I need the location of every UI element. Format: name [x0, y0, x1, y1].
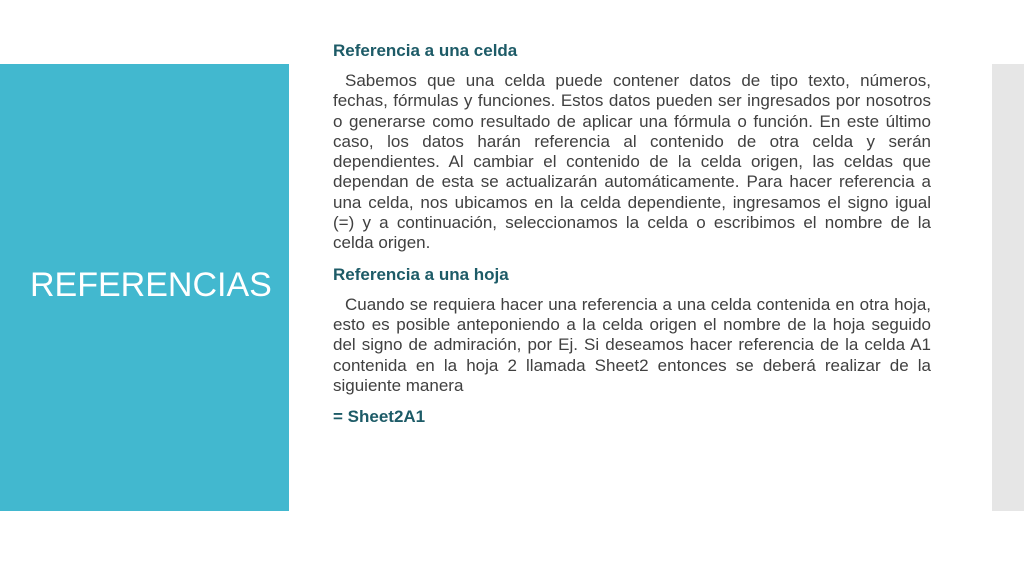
formula-example: = Sheet2A1	[333, 407, 426, 427]
section-body-sheet-reference: Cuando se requiera hacer una referencia a una celda contenida en otra hoja, esto es posible anteponiendo a la celda origen el nombre de la hoja seguido del signo de admiración, por Ej. Si deseamos hacer referencia de la celda A1 contenida en la hoja 2 llamada Sheet2 entonces se deberá realizar de la siguiente manera	[333, 294, 931, 395]
content-area	[333, 40, 931, 428]
side-strip	[992, 64, 1024, 511]
section-heading-cell-reference: Referencia a una celda	[333, 41, 518, 60]
section-heading-sheet-reference: Referencia a una hoja	[333, 264, 509, 284]
section-body-cell-reference: Sabemos que una celda puede contener datos de tipo texto, números, fechas, fórmulas y funciones. Estos datos pueden ser ingresados por nosotros o generarse como resultado de aplicar una fórmula o función. En este último caso, los datos harán referencia al contenido de otra celda y serán dependientes. Al cambiar el contenido de la celda origen, las celdas que dependan de esta se actualizarán automáticamente. Para hacer referencia a una celda, nos ubicamos en la celda dependiente, ingresamos el signo igual (=) y a continuación, seleccionamos la celda o escribimos el nombre de la celda origen.	[333, 71, 931, 253]
slide-title: REFERENCIAS	[30, 266, 272, 304]
